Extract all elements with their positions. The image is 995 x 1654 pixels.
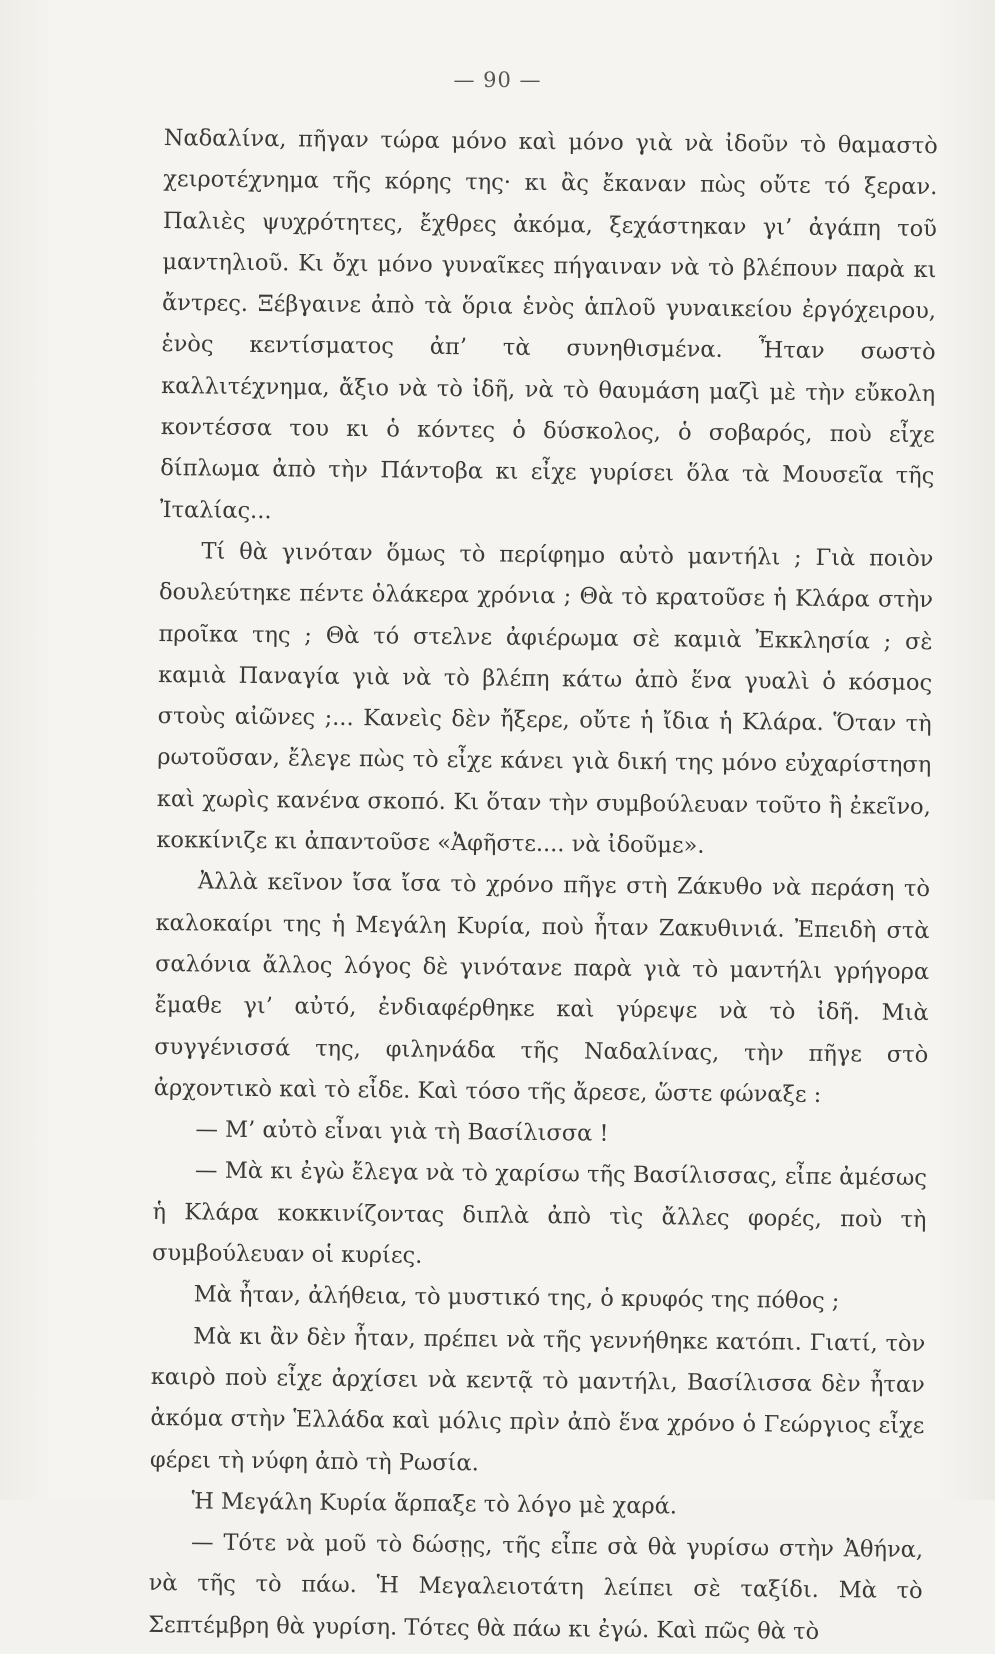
paragraph-1: Ναδαλίνα, πῆγαν τώρα μόνο καὶ μόνο γιὰ νὰ ἰδοῦν τὸ θαμαστὸ χειροτέχνημα τῆς κόρης της· κι ἂς ἔκαναν πὼς οὔτε τό ξεραν. Παλιὲς ψυχρότητες, ἔχθρες ἀκόμα, ξεχάστηκαν γι’ ἀγάπη τοῦ μαντηλιοῦ. Κι ὄχι μόνο γυναῖκες πήγαιναν νὰ τὸ βλέπουν παρὰ κι ἄντρες. Ξέβγαινε ἀπὸ τὰ ὅρια ἑνὸς ἁπλοῦ γυναικείου ἐργόχειρου, ἑνὸς κεντίσματος ἀπ’ τὰ συνηθισμένα. Ἦταν σωστὸ καλλιτέχνημα, ἄξιο νὰ τὸ ἰδῆ, νὰ τὸ θαυμάση μαζὶ μὲ τὴν εὔκολη κοντέσσα του κι ὁ κόντες ὁ δύσκολος, ὁ σοβαρός, ποὺ εἶχε δίπλωμα ἀπὸ τὴν Πάντοβα κι εἶχε γυρίσει ὅλα τὰ Μουσεῖα τῆς Ἰταλίας... bbox=[159, 124, 938, 524]
paragraph-4: Μὰ ἦταν, ἀλήθεια, τὸ μυστικό της, ὁ κρυφός της πόθος ; bbox=[193, 1281, 840, 1315]
paragraph-6: Ἡ Μεγάλη Κυρία ἅρπαξε τὸ λόγο μὲ χαρά. bbox=[191, 1488, 678, 1520]
dialogue-line-2: — Μὰ κι ἐγὼ ἔλεγα νὰ τὸ χαρίσω τῆς Βασίλισσας, εἶπε ἀμέσως ἡ Κλάρα κοκκινίζοντας διπλὰ ἀπὸ τὶς ἄλλες φορές, ποὺ τὴ συμβούλευαν οἱ κυρίες. bbox=[151, 1157, 928, 1269]
dialogue-line-3: — Τότε νὰ μοῦ τὸ δώσῃς, τῆς εἶπε σὰ θὰ γυρίσω στὴν Ἀθήνα, νὰ τῆς τὸ πάω. Ἡ Μεγαλειοτάτη λείπει σὲ ταξίδι. Μὰ τὸ Σεπτέμβρη θὰ γυρίση. Τότες θὰ πάω κι ἐγώ. Καὶ πῶς θὰ τὸ bbox=[148, 1529, 924, 1645]
paragraph-5: Μὰ κι ἂν δὲν ἦταν, πρέπει νὰ τῆς γεννήθηκε κατόπι. Γιατί, τὸν καιρὸ ποὺ εἶχε ἀρχίσει νὰ κεντᾷ τὸ μαντήλι, Βασίλισσα δὲν ἦταν ἀκόμα στὴν Ἑλλάδα καὶ μόλις πρὶν ἀπὸ ἕνα χρόνο ὁ Γεώργιος εἶχε φέρει τὴ νύφη ἀπὸ τὴ Ρωσία. bbox=[149, 1322, 926, 1476]
body-text bbox=[148, 118, 938, 1654]
paragraph-2: Τί θὰ γινόταν ὅμως τὸ περίφημο αὐτὸ μαντήλι ; Γιὰ ποιὸν δουλεύτηκε πέντε ὁλάκερα χρόνια ; Θὰ τὸ κρατοῦσε ἡ Κλάρα στὴν προῖκα της ; Θὰ τό στελνε ἀφιέρωμα σὲ καμιὰ Ἐκκλησία ; σὲ καμιὰ Παναγία γιὰ νὰ τὸ βλέπη κάτω ἀπὸ ἕνα γυαλὶ ὁ κόσμος στοὺς αἰῶνες ;... Κανεὶς δὲν ἤξερε, οὔτε ἡ ἴδια ἡ Κλάρα. Ὅταν τὴ ρωτοῦσαν, ἔλεγε πὼς τὸ εἶχε κάνει γιὰ δική της μόνο εὐχαρίστηση καὶ χωρὶς κανένα σκοπό. Κι ὅταν τὴν συμβούλευαν τοῦτο ἢ ἐκεῖνο, κοκκίνιζε κι ἀπαντοῦσε «Ἀφῆστε.... νὰ ἰδοῦμε». bbox=[156, 538, 934, 859]
paragraph-3: Ἀλλὰ κεῖνον ἴσα ἴσα τὸ χρόνο πῆγε στὴ Ζάκυθο νὰ περάση τὸ καλοκαίρι της ἡ Μεγάλη Κυρία, ποὺ ἦταν Ζακυθινιά. Ἐπειδὴ στὰ σαλόνια ἄλλος λόγος δὲ γινότανε παρὰ γιὰ τὸ μαντήλι γρήγορα ἔμαθε γι’ αὐτό, ἐνδιαφέρθηκε καὶ γύρεψε νὰ τὸ ἰδῆ. Μιὰ συγγένισσά της, φιληνάδα τῆς Ναδαλίνας, τὴν πῆγε στὸ ἀρχοντικὸ καὶ τὸ εἶδε. Καὶ τόσο τῆς ἄρεσε, ὥστε φώναξε : bbox=[153, 868, 931, 1108]
page-number: — 90 — bbox=[453, 68, 542, 92]
dialogue-line-1: — Μ’ αὐτὸ εἶναι γιὰ τὴ Βασίλισσα ! bbox=[195, 1116, 609, 1147]
